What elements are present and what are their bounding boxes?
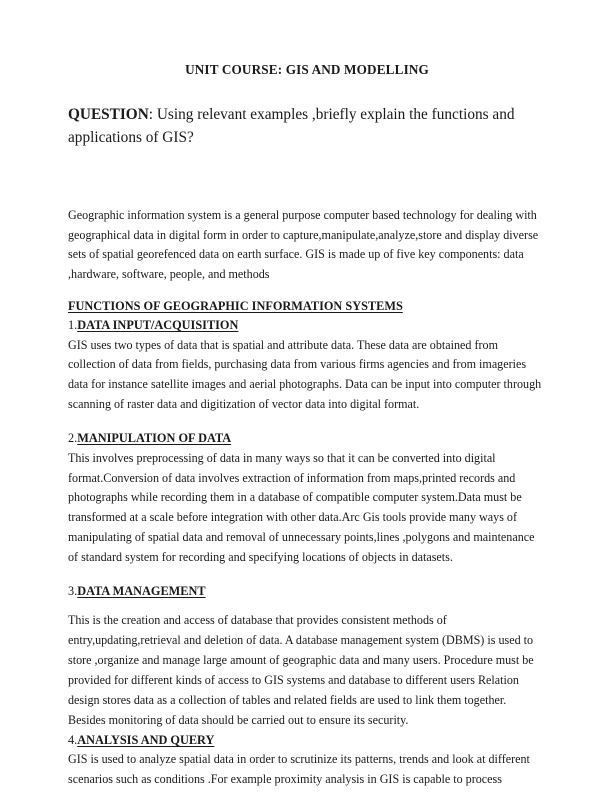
main-section-heading (68, 284, 546, 316)
section-body-2: This involves preprocessing of data in many ways so that it can be converted into digital format.Conversion of data involves extraction of information from maps,printed records and photographs while recording them in a database of compatible computer system.Data must be transformed at a scale before integration with other data.Arc Gis tools provide many ways of manipulating of spatial data and removal of unnecessary points,lines ,polygons and maintenance of standard system for recording and specifying locations of objects in datasets. (68, 450, 535, 565)
section-body-4: GIS is used to analyze spatial data in order to scrutinize its patterns, trends and look at different scenarios such as conditions .For example proximity analysis in GIS is capable to process (68, 752, 530, 787)
section-body-3: This is the creation and access of database that provides consistent methods of entry,updating,retrieval and deletion of data. A database management system (DBMS) is used to store ,organize and manage large amount of geographic data and many users. Procedure must be provided for different kinds of access to GIS systems and database to different users Relation design stores data as a collection of tables and related fields are used to link them together. Besides monitoring of data should be carried out to ensure its security. (68, 613, 534, 727)
section-number-4: 4. (68, 732, 78, 747)
section-heading-4 (68, 731, 546, 749)
section-number-3: 3. (68, 583, 78, 598)
question-label: QUESTION (68, 105, 149, 123)
section-title-1: DATA INPUT/ACQUISITION (77, 318, 239, 333)
section-number-2: 2. (68, 431, 78, 446)
intro-paragraph: Geographic information system is a general purpose computer based technology for dealing with geographical data in digital form in order to capture,manipulate,analyze,store and display diverse sets of spatial georefenced data on earth surface. GIS is made up of five key components: data ,hardware, software, people, and methods (68, 208, 539, 281)
section-title-4: ANALYSIS AND QUERY (77, 732, 215, 747)
section-heading-1 (68, 316, 546, 334)
page-title: UNIT COURSE: GIS AND MODELLING (185, 62, 429, 77)
section-heading-2 (68, 415, 546, 447)
document-content (68, 0, 546, 790)
main-section-heading-text: FUNCTIONS OF GEOGRAPHIC INFORMATION SYSTEMS (68, 299, 403, 314)
section-title-3: DATA MANAGEMENT (77, 583, 206, 598)
section-body-1: GIS uses two types of data that is spatial and attribute data. These data are obtained from collection of data from fields, purchasing data from various firms agencies and from imageries data for instance satellite images and aerial photographs. Data can be input into computer through scanning of raster data and digitization of vector data into digital format. (68, 337, 542, 412)
section-title-2: MANIPULATION OF DATA (77, 431, 232, 446)
question-text: : Using relevant examples ,briefly explain the functions and applications of GIS? (68, 105, 515, 146)
section-heading-3 (68, 568, 546, 600)
question-prompt (68, 79, 546, 150)
section-number-1: 1. (68, 318, 78, 333)
